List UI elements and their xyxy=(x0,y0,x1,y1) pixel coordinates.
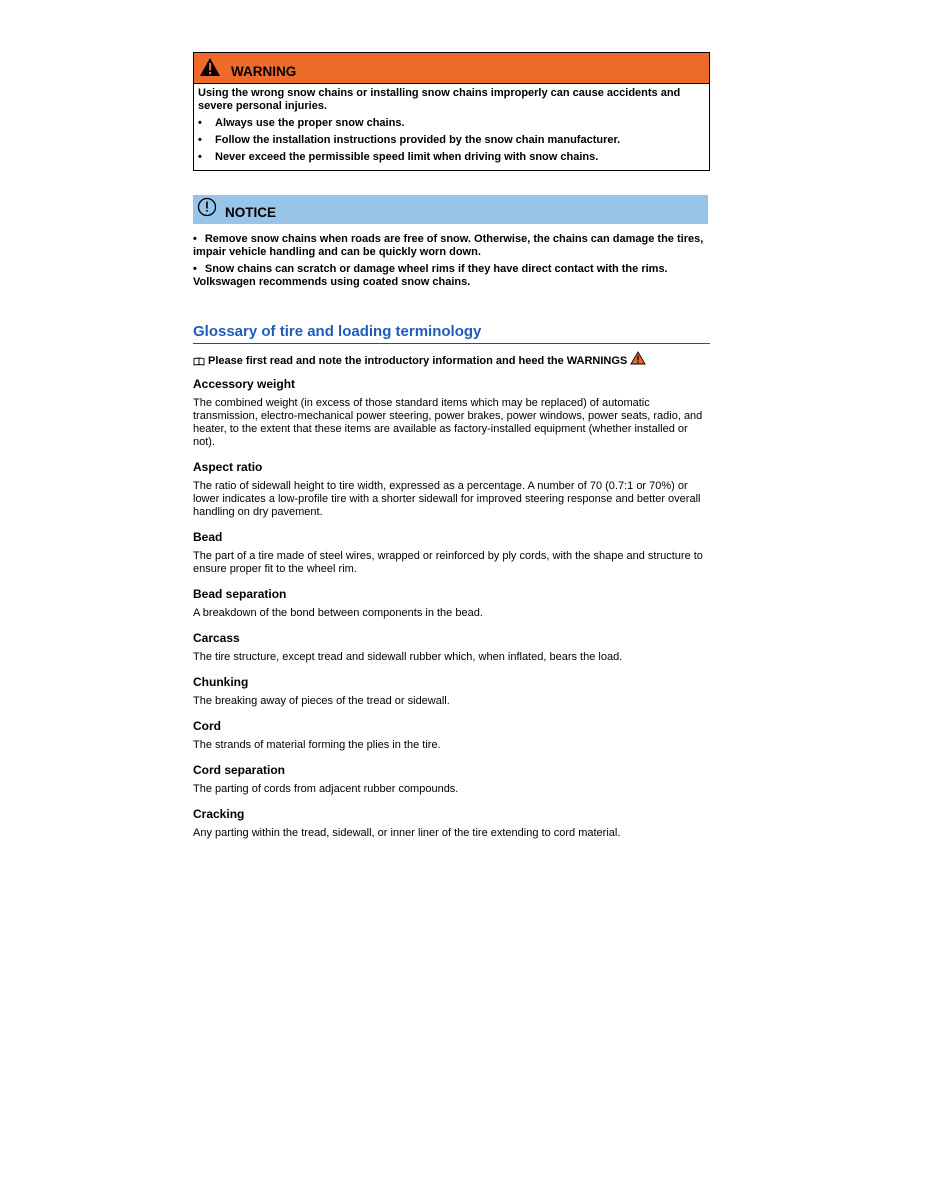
manual-page xyxy=(193,52,710,840)
notice-item xyxy=(193,263,710,289)
info-circle-icon xyxy=(197,197,217,217)
glossary-term: Bead separation xyxy=(193,587,287,601)
glossary-term: Cord xyxy=(193,719,221,733)
glossary-definition: The part of a tire made of steel wires, wrapped or reinforced by ply cords, with the shape and structure to ensure proper fit to the wheel rim. xyxy=(193,550,703,575)
glossary-definition: The ratio of sidewall height to tire width, expressed as a percentage. A number of 70 (0.7:1 or 70%) or lower indicates a low-profile tire with a shorter sidewall for improved steering response and better overall handling on dry pavement. xyxy=(193,480,701,518)
warning-body xyxy=(194,84,709,170)
notice-item-text: Snow chains can scratch or damage wheel rims if they have direct contact with the rims. Volkswagen recommends using coated snow chains. xyxy=(193,263,668,288)
intro-text: Please first read and note the introductory information and heed the WARNINGS xyxy=(208,355,628,367)
glossary-term: Carcass xyxy=(193,631,240,645)
glossary-definition: A breakdown of the bond between components in the bead. xyxy=(193,607,483,619)
notice-title: NOTICE xyxy=(225,205,277,220)
glossary-term: Bead xyxy=(193,530,223,544)
warning-header xyxy=(194,53,709,84)
glossary-definition: The strands of material forming the plies in the tire. xyxy=(193,739,441,751)
glossary-definition: The tire structure, except tread and sidewall rubber which, when inflated, bears the load. xyxy=(193,651,623,663)
book-icon xyxy=(193,357,205,366)
glossary-definition: Any parting within the tread, sidewall, or inner liner of the tire extending to cord material. xyxy=(193,827,621,839)
warning-triangle-icon xyxy=(199,57,221,77)
warning-item: • Follow the installation instructions provided by the snow chain manufacturer. xyxy=(198,134,705,147)
glossary-term: Cord separation xyxy=(193,763,286,777)
glossary-term: Chunking xyxy=(193,675,249,689)
warning-box xyxy=(193,52,710,171)
glossary-definition: The breaking away of pieces of the tread or sidewall. xyxy=(193,695,450,707)
notice-item xyxy=(193,233,710,259)
notice-header xyxy=(193,195,708,224)
warning-triangle-icon xyxy=(630,351,646,365)
bullet-mark: • xyxy=(193,233,197,245)
warning-item: • Never exceed the permissible speed limit when driving with snow chains. xyxy=(198,151,705,164)
warning-lead: Using the wrong snow chains or installing snow chains improperly can cause accidents and severe personal injuries. xyxy=(198,87,681,112)
glossary-term: Cracking xyxy=(193,807,245,821)
glossary-definition: The combined weight (in excess of those standard items which may be replaced) of automatic transmission, electro-mechanical power steering, power brakes, power windows, power seats, radio, and heater, to the extent that these items are available as factory-installed equipment (whether installed or not). xyxy=(193,397,703,448)
warning-title: WARNING xyxy=(231,63,297,79)
section-title: Glossary of tire and loading terminology xyxy=(193,323,710,344)
notice-item-text: Remove snow chains when roads are free of snow. Otherwise, the chains can damage the tires, impair vehicle handling and can be quickly worn down. xyxy=(193,233,704,258)
glossary-term: Aspect ratio xyxy=(193,460,263,474)
bullet-mark: • xyxy=(193,263,197,275)
glossary-term: Accessory weight xyxy=(193,377,296,391)
warning-item: • Always use the proper snow chains. xyxy=(198,117,705,130)
glossary-definition: The parting of cords from adjacent rubber compounds. xyxy=(193,783,459,795)
warning-list xyxy=(198,117,705,164)
notice-body xyxy=(193,233,710,289)
intro-note xyxy=(193,355,710,367)
